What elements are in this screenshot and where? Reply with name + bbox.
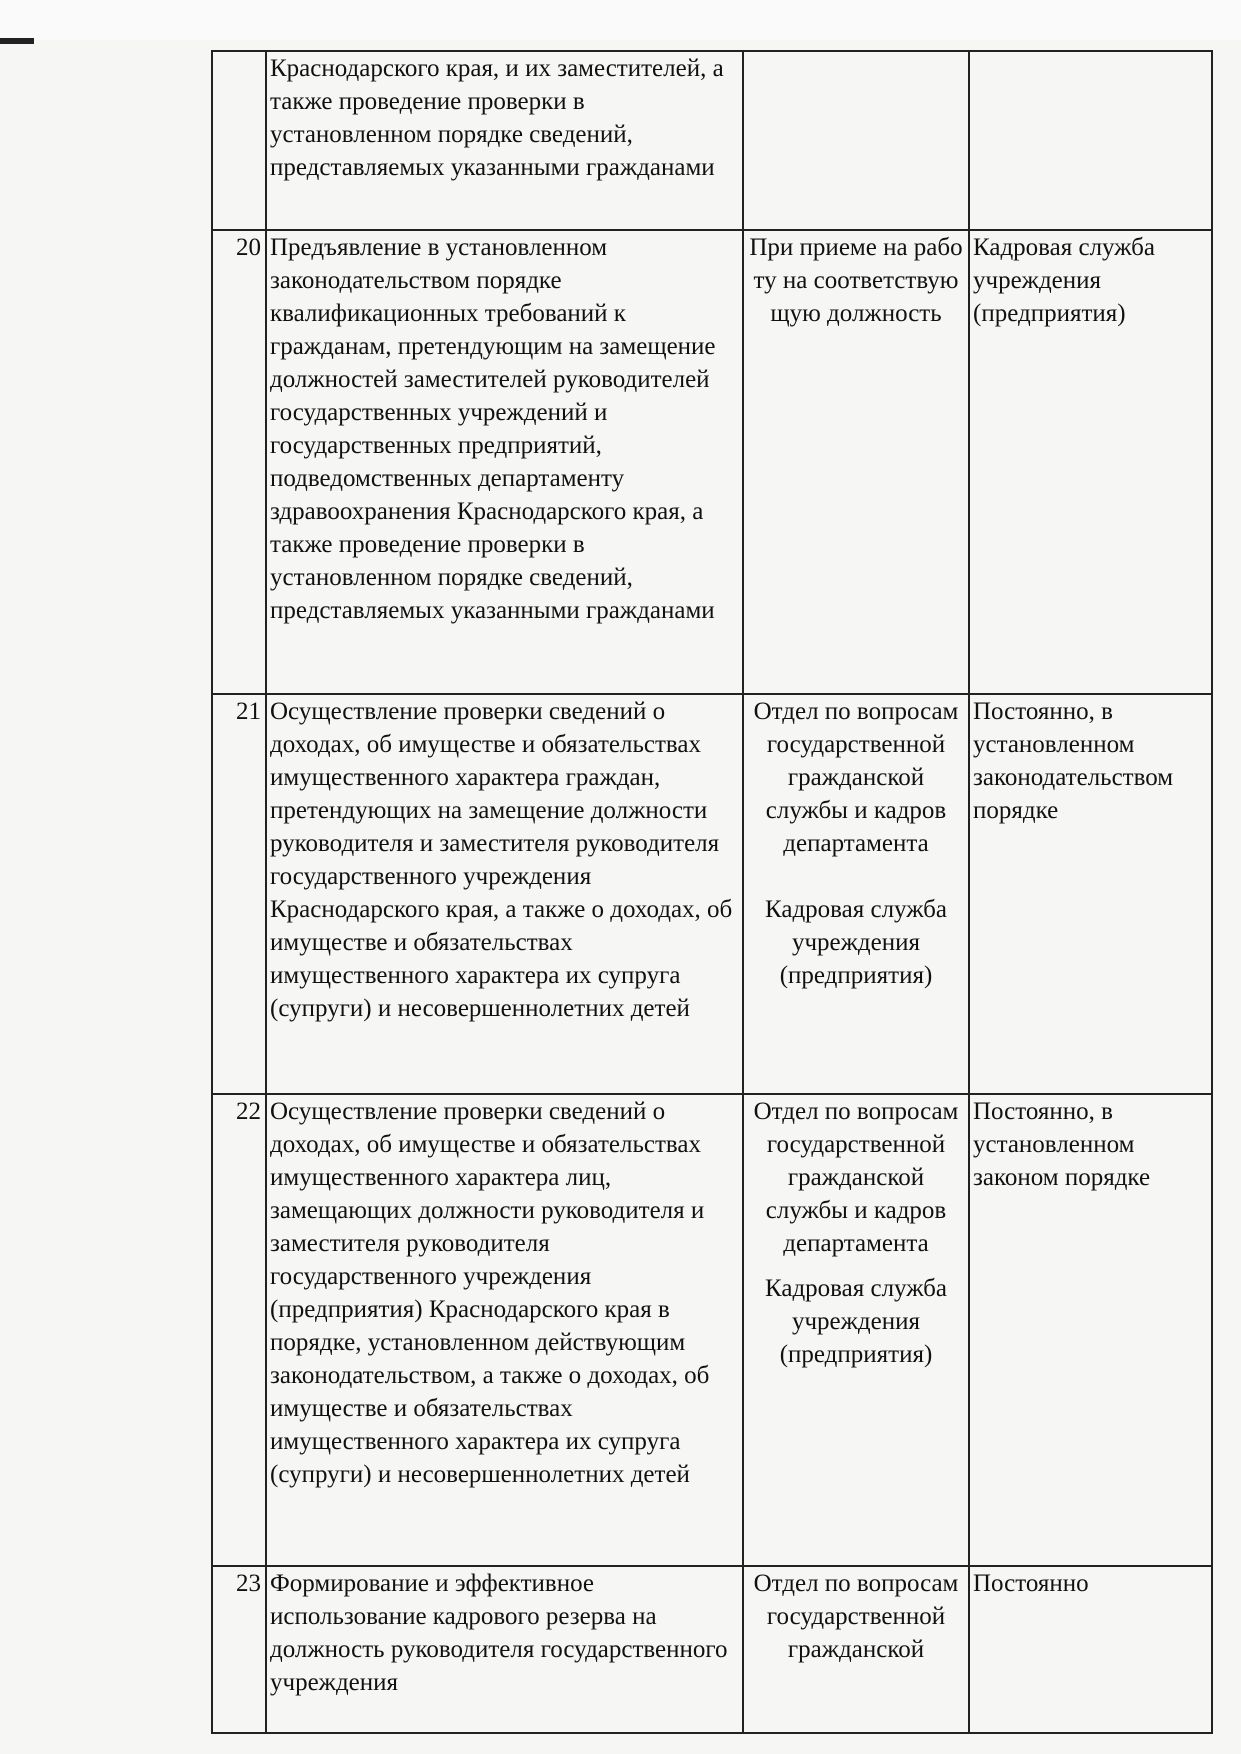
row-responsible [743,51,969,230]
row-number: 22 [212,1094,266,1566]
scan-top-margin [0,0,1241,40]
table-row [212,694,1212,1094]
responsible-text: Отдел по вопросам государственной гражданской службы и кадров департамента [753,1098,959,1257]
row-responsible [743,230,969,694]
scan-edge-mark [0,38,34,44]
row-description: Осуществление проверки сведений о доходах, об имуществе и обязательствах имущественного характера граждан, претендующих на замещение должности руководителя и заместителя руководителя государственного учреждения Краснодарского края, а также о доходах, об имуществе и обязательствах имущественного характера их супруга (супруги) и несовершеннолетних детей [266,694,743,1094]
responsible-text: При приеме на работу на соответствующую должность [749,234,963,327]
measures-table [211,50,1213,1734]
table-row [212,1566,1212,1733]
row-description: Краснодарского края, и их заместителей, а также проведение проверки в установленном порядке сведений, представляемых указанными гражданами [266,51,743,230]
row-description: Предъявление в установленном законодательством порядке квалификационных требований к гражданам, претендующим на замещение должностей заместителей руководителей государственных учреждений и государственных предприятий, подведомственных департаменту здравоохранения Краснодарского края, а также проведение проверки в установленном порядке сведений, представляемых указанными гражданами [266,230,743,694]
row-number: 21 [212,694,266,1094]
responsible-text: Кадровая служба учреждения (предприятия) [765,896,947,989]
responsible-gap [746,860,966,893]
row-number: 23 [212,1566,266,1733]
row-responsible [743,1094,969,1566]
row-responsible [743,1566,969,1733]
table-row [212,1094,1212,1566]
responsible-gap [746,1260,966,1272]
row-term: Постоянно [969,1566,1212,1733]
table-row [212,51,1212,230]
row-number: 20 [212,230,266,694]
row-term [969,51,1212,230]
row-number [212,51,266,230]
responsible-text: Кадровая служба учреждения (предприятия) [765,1275,947,1368]
row-term: Постоянно, в установленном законодательством порядке [969,694,1212,1094]
responsible-text: Отдел по вопросам государственной гражданской службы и кадров департамента [753,698,959,857]
row-description: Формирование и эффективное использование кадрового резерва на должность руководителя государственного учреждения [266,1566,743,1733]
responsible-text: Отдел по вопросам государственной гражданской [753,1570,959,1663]
row-term: Кадровая служба учреждения (предприятия) [969,230,1212,694]
row-term: Постоянно, в установленном законом порядке [969,1094,1212,1566]
row-responsible [743,694,969,1094]
row-description: Осуществление проверки сведений о доходах, об имуществе и обязательствах имущественного характера лиц, замещающих должности руководителя и заместителя руководителя государственного учреждения (предприятия) Краснодарского края в порядке, установленном действующим законодательством, а также о доходах, об имуществе и обязательствах имущественного характера их супруга (супруги) и несовершеннолетних детей [266,1094,743,1566]
table-row [212,230,1212,694]
